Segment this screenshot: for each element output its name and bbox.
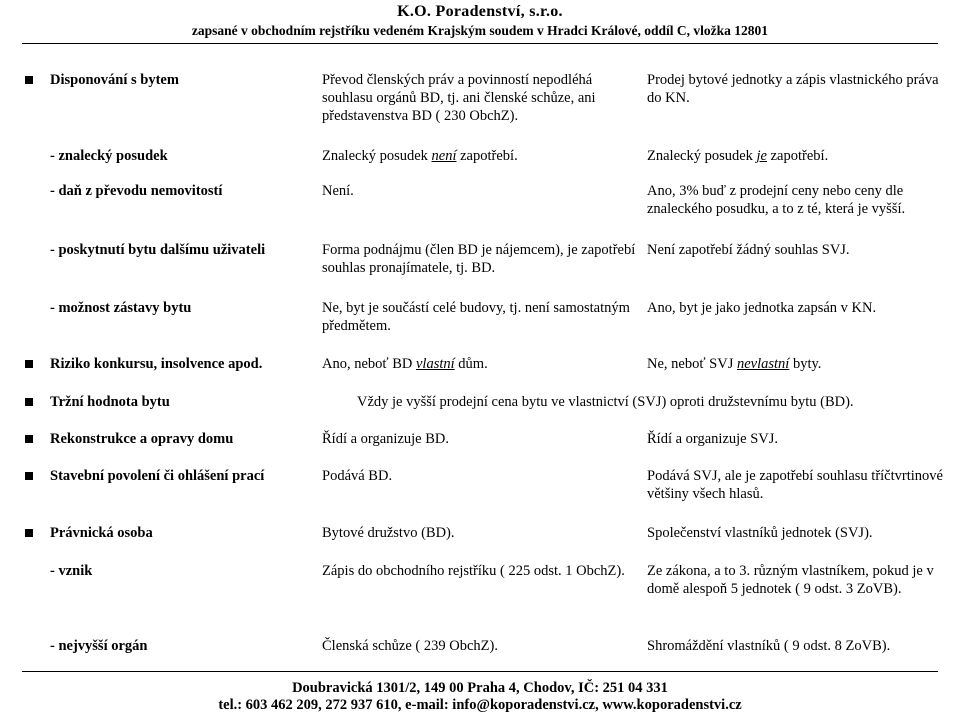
svj-cell: Podává SVJ, ale je zapotřebí souhlasu tříčtvrtinové většiny všech hlasů. <box>647 468 943 502</box>
svj-cell: Ano, byt je jako jednotka zapsán v KN. <box>647 300 877 316</box>
bd-cell: Není. <box>322 183 354 199</box>
emphasis: nevlastní <box>736 356 790 372</box>
row-label: Riziko konkursu, insolvence apod. <box>50 356 263 372</box>
square-bullet-icon <box>25 360 33 368</box>
svj-cell: Není zapotřebí žádný souhlas SVJ. <box>647 242 850 258</box>
bd-cell: Členská schůze ( 239 ObchZ). <box>322 638 498 654</box>
shared-cell: Vždy je vyšší prodejní cena bytu ve vlastnictví (SVJ) oproti družstevnímu bytu (BD). <box>357 394 854 410</box>
footer-divider <box>22 671 938 672</box>
company-name: K.O. Poradenství, s.r.o. <box>397 3 563 20</box>
row-label: Rekonstrukce a opravy domu <box>50 431 234 447</box>
row-label: - daň z převodu nemovitostí <box>50 183 223 199</box>
row-label: Stavební povolení či ohlášení prací <box>50 468 265 484</box>
bd-cell: Převod členských práv a povinností nepodléhá souhlasu orgánů BD, tj. ani členské schůze, ani představenstva BD ( 230 ObchZ). <box>322 72 596 124</box>
svj-cell: Ze zákona, a to 3. různým vlastníkem, pokud je v domě alespoň 5 jednotek ( 9 odst. 3 ZoVB). <box>647 563 934 597</box>
bd-cell: Ne, byt je součástí celé budovy, tj. není samostatným předmětem. <box>322 300 630 334</box>
svj-cell: Prodej bytové jednotky a zápis vlastnického práva do KN. <box>647 72 939 106</box>
bd-cell: Zápis do obchodního rejstříku ( 225 odst. 1 ObchZ). <box>322 563 625 579</box>
row-label: Disponování s bytem <box>50 72 179 88</box>
row-label: - možnost zástavy bytu <box>50 300 192 316</box>
row-label: Právnická osoba <box>50 525 153 541</box>
square-bullet-icon <box>25 76 33 84</box>
bd-cell: Podává BD. <box>322 468 393 484</box>
svj-cell: Znalecký posudek je zapotřebí. <box>647 148 829 164</box>
bd-cell: Forma podnájmu (člen BD je nájemcem), je zapotřebí souhlas pronajímatele, tj. BD. <box>322 242 636 276</box>
header-divider <box>22 43 938 44</box>
svj-cell: Ano, 3% buď z prodejní ceny nebo ceny dle znaleckého posudku, a to z té, která je vyšší. <box>647 183 906 217</box>
square-bullet-icon <box>25 435 33 443</box>
square-bullet-icon <box>25 398 33 406</box>
row-label: - poskytnutí bytu dalšímu uživateli <box>50 242 266 258</box>
emphasis: není <box>431 148 457 164</box>
footer-contact: tel.: 603 462 209, 272 937 610, e-mail: info@koporadenstvi.cz, www.koporadenstvi.cz <box>218 697 742 713</box>
bd-cell: Znalecký posudek není zapotřebí. <box>322 148 518 164</box>
svj-cell: Shromáždění vlastníků ( 9 odst. 8 ZoVB). <box>647 638 891 654</box>
row-label: - znalecký posudek <box>50 148 168 164</box>
bd-cell: Řídí a organizuje BD. <box>322 431 449 447</box>
registry-info: zapsané v obchodním rejstříku vedeném Krajským soudem v Hradci Králové, oddíl C, vložka 12801 <box>191 23 769 38</box>
emphasis: vlastní <box>416 356 455 372</box>
square-bullet-icon <box>25 529 33 537</box>
footer-address: Doubravická 1301/2, 149 00 Praha 4, Chodov, IČ: 251 04 331 <box>292 680 668 696</box>
svj-cell: Řídí a organizuje SVJ. <box>647 431 779 447</box>
svj-cell: Společenství vlastníků jednotek (SVJ). <box>647 525 873 541</box>
bd-cell: Ano, neboť BD vlastní dům. <box>322 356 488 372</box>
footer <box>0 680 960 714</box>
row-label: - vznik <box>50 563 93 579</box>
row-label: Tržní hodnota bytu <box>50 394 170 410</box>
emphasis: je <box>756 148 767 164</box>
svj-cell: Ne, neboť SVJ nevlastní byty. <box>647 356 822 372</box>
square-bullet-icon <box>25 472 33 480</box>
bd-cell: Bytové družstvo (BD). <box>322 525 455 541</box>
row-label: - nejvyšší orgán <box>50 638 148 654</box>
letterhead <box>0 2 960 39</box>
